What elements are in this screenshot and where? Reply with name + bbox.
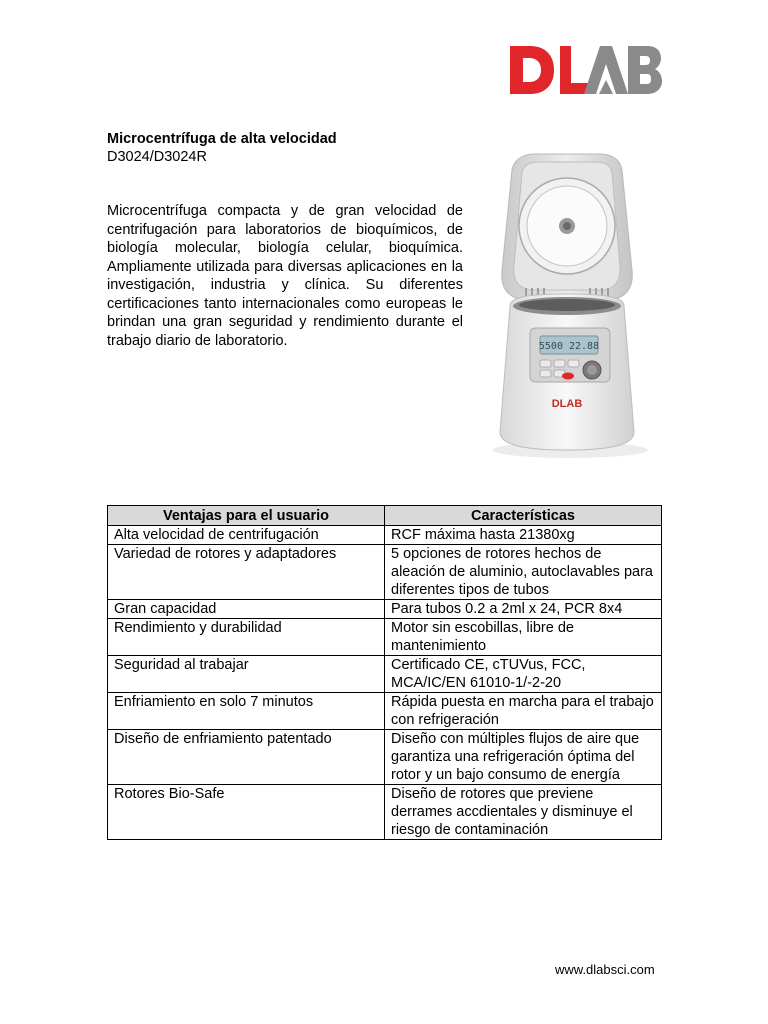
advantage-cell: Diseño de enfriamiento patentado (108, 730, 385, 785)
table-row (108, 730, 662, 785)
product-description: Microcentrífuga compacta y de gran velocidad de centrifugación para laboratorios de bioquímicos, de biología molecular, biología celular, bioquímica. Ampliamente utilizada para diversas aplicaciones en la investigación, industria y clínica. Su diferentes certificaciones tanto internacionales como europeas le brindan una gran seguridad y rendimiento durante el trabajo diario de laboratorio. (107, 203, 463, 349)
display-readout: 5500 22.88 (538, 341, 600, 352)
feature-cell: Diseño de rotores que previene derrames accdientales y disminuye el riesgo de contaminación (385, 785, 662, 840)
advantage-cell: Seguridad al trabajar (108, 656, 385, 693)
product-title: Microcentrífuga de alta velocidad (107, 131, 337, 147)
features-table (107, 505, 662, 840)
advantage-cell: Rendimiento y durabilidad (108, 619, 385, 656)
logo-letter-b (628, 46, 662, 94)
table-header-row (108, 506, 662, 526)
advantage-cell: Enfriamiento en solo 7 minutos (108, 693, 385, 730)
feature-cell: 5 opciones de rotores hechos de aleación de aluminio, autoclavables para diferentes tipos de tubos (385, 545, 662, 600)
product-model: D3024/D3024R (107, 149, 207, 165)
feature-cell: Certificado CE, cTUVus, FCC, MCA/IC/EN 61010-1/-2-20 (385, 656, 662, 693)
website-link[interactable]: www.dlabsci.com (555, 962, 655, 977)
advantage-cell: Variedad de rotores y adaptadores (108, 545, 385, 600)
table-row (108, 785, 662, 840)
dlab-logo (510, 44, 662, 96)
feature-cell: Diseño con múltiples flujos de aire que garantiza una refrigeración óptima del rotor y un bajo consumo de energía (385, 730, 662, 785)
feature-cell: Para tubos 0.2 a 2ml x 24, PCR 8x4 (385, 600, 662, 619)
centrifuge-image (474, 150, 660, 464)
front-logo: DLAB (551, 398, 583, 410)
table-row (108, 693, 662, 730)
table-row (108, 545, 662, 600)
table-row (108, 619, 662, 656)
header-advantages: Ventajas para el usuario (108, 506, 385, 526)
table-row (108, 526, 662, 545)
table-row (108, 656, 662, 693)
advantage-cell: Alta velocidad de centrifugación (108, 526, 385, 545)
feature-cell: Rápida puesta en marcha para el trabajo con refrigeración (385, 693, 662, 730)
logo-letter-a (584, 46, 628, 94)
advantage-cell: Gran capacidad (108, 600, 385, 619)
feature-cell: Motor sin escobillas, libre de mantenimiento (385, 619, 662, 656)
header-features: Características (385, 506, 662, 526)
feature-cell: RCF máxima hasta 21380xg (385, 526, 662, 545)
logo-letter-l (560, 46, 588, 94)
logo-letter-d (510, 46, 554, 94)
table-row (108, 600, 662, 619)
advantage-cell: Rotores Bio-Safe (108, 785, 385, 840)
